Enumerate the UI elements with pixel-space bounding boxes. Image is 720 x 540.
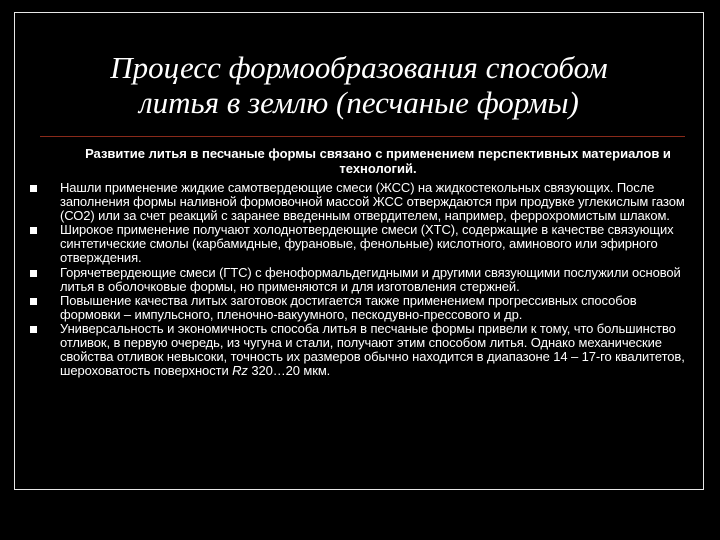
square-bullet-icon bbox=[30, 227, 37, 234]
rz-symbol: Rz bbox=[232, 363, 248, 379]
list-item bbox=[30, 181, 695, 223]
bullet-list bbox=[30, 181, 695, 379]
square-bullet-icon bbox=[30, 298, 37, 305]
list-item bbox=[30, 294, 695, 322]
title-line-1: Процесс формообразования способом bbox=[110, 50, 608, 85]
list-item bbox=[30, 266, 695, 294]
intro-text: Развитие литья в песчаные формы связано с применением перспективных материалов и технологий. bbox=[85, 146, 671, 176]
bullet-text: Широкое применение получают холоднотвердеющие смеси (ХТС), содержащие в качестве связующих синтетические смолы (карбамидные, фурановые, фенольные) кислотного, аминового или эфирного отверждения. bbox=[60, 222, 674, 266]
bullet-text: Повышение качества литых заготовок достигается также применением прогрессивных способов формовки – импульсного, пленочно-вакуумного, пескодувно-прессового и др. bbox=[60, 293, 637, 322]
slide-title bbox=[14, 50, 704, 120]
bullet-text: Горячетвердеющие смеси (ГТС) с феноформальдегидными и другими связующими послужили основой литья в оболочковые формы, но применяются и для изготовления стержней. bbox=[60, 264, 681, 294]
title-line-2: литья в землю (песчаные формы) bbox=[139, 85, 579, 120]
bullet-text: Универсальность и экономичность способа литья в песчаные формы привели к тому, что большинство отливок, в первую очередь, из чугуна и стали, получают этим способом литья. Однако механические свойства отливок невысоки, точность их размеров обычно находится в диапазоне 14 – 17-го квалитетов, шероховатость поверхности bbox=[60, 321, 685, 379]
list-item bbox=[30, 322, 695, 378]
title-divider bbox=[40, 136, 685, 137]
bullet-text: Нашли применение жидкие самотвердеющие смеси (ЖСС) на жидкостекольных связующих. После заполнения формы наливной формовочной массой ЖСС отверждаются при продувке углекислым газом (СО2) или за счет реакций с заранее введенным отвердителем, например, феррохромистым шлаком. bbox=[60, 180, 685, 223]
rz-value: 320…20 мкм. bbox=[251, 363, 331, 379]
square-bullet-icon bbox=[30, 326, 37, 333]
square-bullet-icon bbox=[30, 185, 37, 192]
square-bullet-icon bbox=[30, 270, 37, 277]
list-item bbox=[30, 223, 695, 265]
